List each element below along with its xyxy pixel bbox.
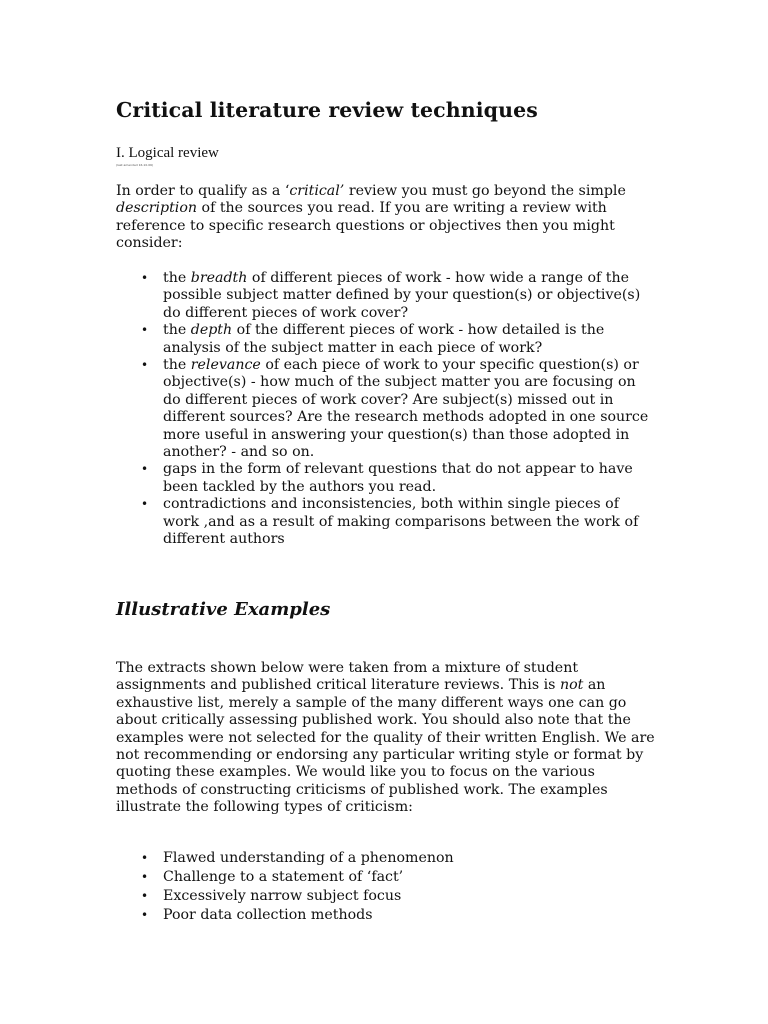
emphasis-text: breadth [190, 270, 248, 286]
text-run: contradictions and inconsistencies, both within single pieces of work ,and as a result of making comparisons between the work of different authors [163, 496, 639, 548]
text-run: an exhaustive list, merely a sample of the many different ways one can go about critically assessing published work. You should also note that the examples were not selected for the quality of their written English. We are not recommending or endorsing any particular writing style or format by quoting these examples. We would like you to focus on the various methods of constructing criticisms of published work. The examples illustrate the following types of criticism: [116, 677, 655, 816]
emphasis-text: not [559, 677, 584, 694]
amendment-note: (last amended 16.10.06) [116, 163, 154, 167]
text-run: the [163, 322, 191, 339]
text-run: gaps in the form of relevant questions that do not appear to have been tackled by the authors you read. [163, 461, 633, 495]
text-run: In order to qualify as a ‘ [116, 183, 290, 199]
consideration-item [116, 461, 656, 496]
section-subtitle: I. Logical review [116, 145, 219, 161]
criticism-types-list [116, 849, 656, 925]
criticism-type-item: • Challenge to a statement of ‘fact’ [116, 868, 656, 887]
text-run: the [163, 270, 191, 286]
text-run: of the sources you read. If you are writing a review with reference to specific research questions or objectives then you might consider: [116, 200, 615, 252]
text-run: of each piece of work to your specific question(s) or objective(s) - how much of the subject matter you are focusing on do different pieces of work cover? Are subject(s) missed out in different sources? Are the research methods adopted in one source more useful in answering your question(s) than those adopted in another? - and so on. [163, 357, 649, 461]
emphasis-text: relevance [190, 357, 261, 374]
illustrative-examples-heading: Illustrative Examples [116, 599, 331, 620]
consideration-item [116, 322, 656, 357]
document-title: Critical literature review techniques [116, 98, 538, 122]
text-run: review you must go beyond the simple [344, 183, 626, 199]
text-run: of the different pieces of work - how detailed is the analysis of the subject matter in each piece of work? [163, 322, 605, 356]
text-run: the [163, 357, 191, 374]
examples-paragraph [116, 660, 656, 817]
criticism-type-item: • Excessively narrow subject focus [116, 887, 656, 906]
criticism-type-item: • Poor data collection methods [116, 906, 656, 925]
consideration-item [116, 496, 656, 548]
emphasis-text: depth [190, 322, 233, 339]
intro-paragraph [116, 183, 656, 253]
considerations-list [116, 270, 656, 549]
emphasis-text: critical’ [289, 183, 345, 199]
text-run: of different pieces of work - how wide a range of the possible subject matter defined by your question(s) or objective(s) do different pieces of work cover? [163, 270, 641, 321]
consideration-item [116, 357, 656, 461]
consideration-item [116, 270, 656, 322]
text-run: The extracts shown below were taken from a mixture of student assignments and published critical literature reviews. This is [116, 660, 579, 694]
criticism-type-item: • Flawed understanding of a phenomenon [116, 849, 656, 868]
emphasis-text: description [116, 200, 198, 217]
